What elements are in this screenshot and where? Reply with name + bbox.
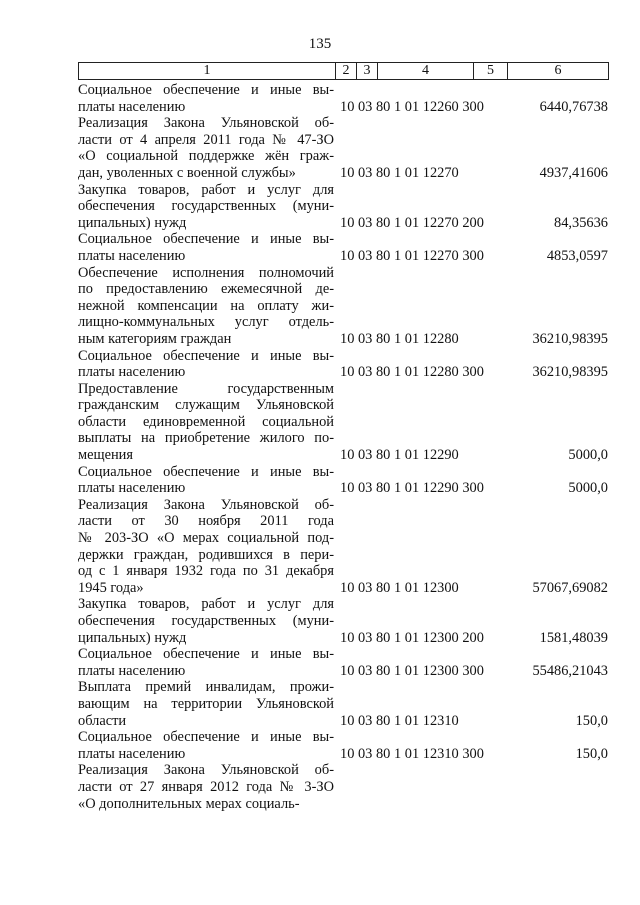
description-line: ципальных) нужд [78, 214, 187, 231]
description-line: платы населению [78, 247, 186, 264]
row-description [78, 381, 334, 464]
row-code: 10 03 80 1 01 12280 [340, 330, 459, 347]
row-code: 10 03 80 1 01 12300 200 [340, 629, 484, 646]
description-line: ным категориям граждан [78, 330, 232, 347]
description-line: Реализация Закона Ульяновской об- [78, 496, 334, 513]
table-row [78, 231, 609, 264]
row-code: 10 03 80 1 01 12290 [340, 447, 459, 464]
description-line: ципальных) нужд [78, 629, 187, 646]
row-amount: 150,0 [575, 712, 608, 729]
row-description [78, 464, 334, 497]
header-col-1: 1 [203, 63, 211, 78]
table-row [78, 762, 609, 812]
row-amount: 55486,21043 [532, 662, 608, 679]
description-line: Закупка товаров, работ и услуг для [78, 181, 334, 198]
row-amount: 84,35636 [554, 214, 608, 231]
row-description [78, 762, 334, 812]
table-row [78, 497, 609, 597]
row-amount: 1581,48039 [539, 629, 608, 646]
description-line: дан, уволенных с военной службы» [78, 164, 296, 181]
description-line: Закупка товаров, работ и услуг для [78, 596, 334, 613]
row-code: 10 03 80 1 01 12300 [340, 579, 459, 596]
row-code: 10 03 80 1 01 12300 300 [340, 662, 484, 679]
table-row [78, 348, 609, 381]
description-line: Социальное обеспечение и иные вы- [78, 729, 334, 746]
description-line: ласти от 27 января 2012 года № 3-ЗО [78, 778, 334, 795]
row-description [78, 497, 334, 597]
header-col-5: 5 [473, 63, 507, 79]
table-row [78, 596, 609, 646]
page-number: 135 [308, 36, 332, 52]
header-col-2: 2 [335, 63, 356, 79]
description-line: ласти от 4 апреля 2011 года № 47-ЗО [78, 131, 334, 148]
description-line: платы населению [78, 98, 186, 115]
table-row [78, 729, 609, 762]
table-row [78, 646, 609, 679]
row-amount: 36210,98395 [532, 330, 608, 347]
row-amount: 36210,98395 [532, 364, 608, 381]
description-line: Реализация Закона Ульяновской об- [78, 115, 334, 132]
description-line: платы населению [78, 364, 186, 381]
description-line: по предоставлению ежемесячной де- [78, 281, 334, 298]
table-row [78, 182, 609, 232]
row-description [78, 348, 334, 381]
row-code: 10 03 80 1 01 12280 300 [340, 364, 484, 381]
description-line: держки граждан, родившихся в пери- [78, 546, 334, 563]
description-line: Социальное обеспечение и иные вы- [78, 646, 334, 663]
row-code: 10 03 80 1 01 12270 [340, 164, 459, 181]
description-line: обеспечения государственных (муни- [78, 613, 334, 629]
row-amount: 5000,0 [568, 480, 608, 497]
header-col-6: 6 [507, 63, 608, 79]
row-description [78, 265, 334, 348]
table-body [78, 82, 609, 812]
description-line: лищно-коммунальных услуг отдель- [78, 314, 334, 331]
row-amount: 150,0 [575, 745, 608, 762]
description-line: области единовременной социальной [78, 413, 334, 430]
header-col-4: 4 [377, 63, 473, 79]
description-line: платы населению [78, 662, 186, 679]
description-line: «О дополнительных мерах социаль- [78, 795, 300, 812]
row-amount: 6440,76738 [539, 98, 608, 115]
description-line: мещения [78, 447, 133, 464]
table-row [78, 464, 609, 497]
row-description [78, 646, 334, 679]
description-line: Социальное обеспечение и иные вы- [78, 231, 334, 248]
row-description [78, 729, 334, 762]
table-row [78, 115, 609, 181]
header-col-3: 3 [356, 63, 377, 79]
description-line: Обеспечение исполнения полномочий [78, 264, 334, 281]
row-description [78, 82, 334, 115]
table-row [78, 82, 609, 115]
row-description [78, 596, 334, 646]
row-amount: 5000,0 [568, 447, 608, 464]
description-line: выплаты на приобретение жилого по- [78, 430, 334, 447]
description-line: Социальное обеспечение и иные вы- [78, 347, 334, 364]
description-line: № 203-ЗО «О мерах социальной под- [78, 530, 334, 547]
row-code: 10 03 80 1 01 12270 200 [340, 214, 484, 231]
row-description [78, 182, 334, 232]
row-amount: 57067,69082 [532, 579, 608, 596]
description-line: ласти от 30 ноября 2011 года [78, 513, 334, 530]
table-row [78, 381, 609, 464]
description-line: обеспечения государственных (муни- [78, 198, 334, 215]
row-amount: 4853,0597 [546, 247, 608, 264]
description-line: Реализация Закона Ульяновской об- [78, 762, 334, 779]
description-line: «О социальной поддержке жён граж- [78, 148, 334, 165]
row-description [78, 679, 334, 729]
description-line: области [78, 712, 127, 729]
row-description [78, 115, 334, 181]
description-line: Социальное обеспечение и иные вы- [78, 463, 334, 480]
row-description [78, 231, 334, 264]
description-line: Предоставление государственным [78, 380, 334, 397]
description-line: гражданским служащим Ульяновской [78, 397, 334, 414]
description-line: Социальное обеспечение и иные вы- [78, 82, 334, 98]
description-line: нежной компенсации на оплату жи- [78, 297, 334, 314]
description-line: 1945 года» [78, 579, 144, 596]
description-line: Выплата премий инвалидам, прожи- [78, 679, 334, 696]
row-code: 10 03 80 1 01 12270 300 [340, 247, 484, 264]
description-line: платы населению [78, 745, 186, 762]
table-row [78, 679, 609, 729]
row-amount: 4937,41606 [539, 164, 608, 181]
description-line: вающим на территории Ульяновской [78, 695, 334, 712]
description-line: од с 1 января 1932 года по 31 декабря [78, 563, 334, 580]
table-row [78, 265, 609, 348]
row-code: 10 03 80 1 01 12290 300 [340, 480, 484, 497]
table-header [78, 62, 609, 80]
row-code: 10 03 80 1 01 12310 [340, 712, 459, 729]
row-code: 10 03 80 1 01 12310 300 [340, 745, 484, 762]
row-code: 10 03 80 1 01 12260 300 [340, 98, 484, 115]
description-line: платы населению [78, 480, 186, 497]
